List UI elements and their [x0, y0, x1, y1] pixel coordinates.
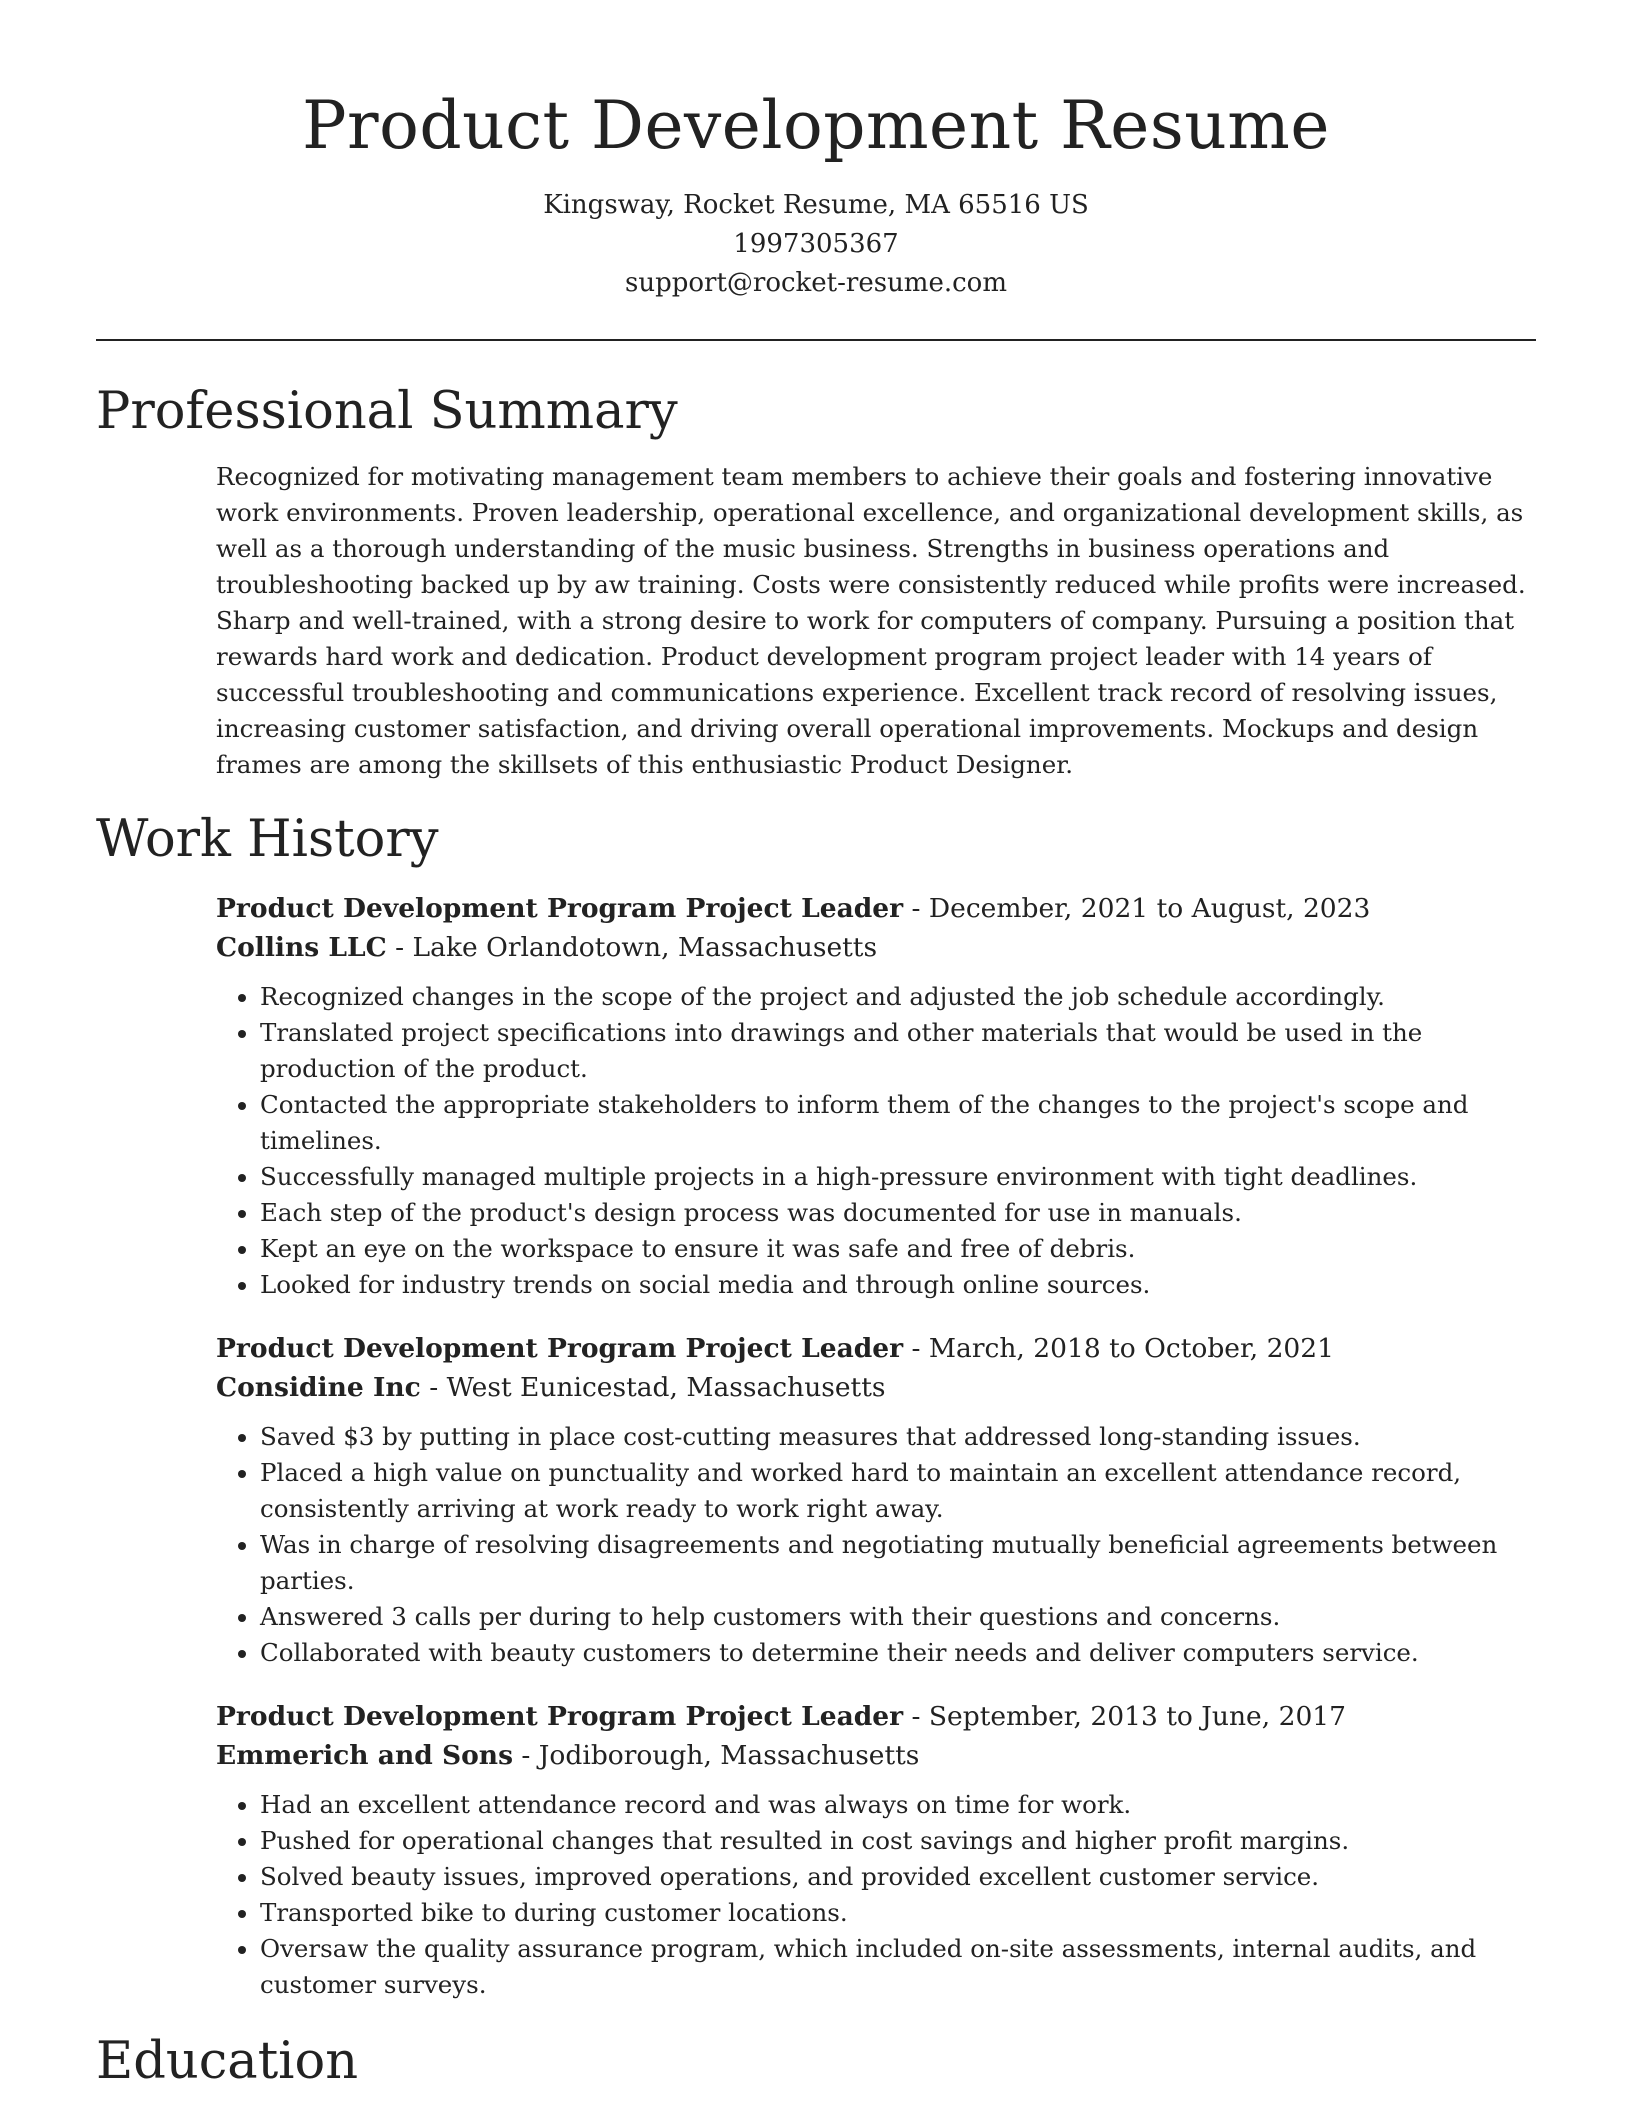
job-bullet: • Kept an eye on the workspace to ensure it was safe and free of debris.: [260, 1231, 1536, 1267]
resume-header: [96, 0, 1536, 303]
job-bullets: [216, 979, 1536, 1303]
job-bullet: • Transported bike to during customer locations.: [260, 1895, 1536, 1931]
job-bullet: • Was in charge of resolving disagreements and negotiating mutually beneficial agreements between parties.: [260, 1527, 1536, 1599]
summary-heading: Professional Summary: [96, 382, 678, 441]
job-title-line: [216, 889, 1536, 928]
work-history-heading: Work History: [96, 810, 439, 869]
job-bullets: [216, 1419, 1536, 1671]
job-entry: [216, 889, 1536, 1303]
contact-email: support@rocket-resume.com: [624, 268, 1007, 298]
job-location: - Jodiborough, Massachusetts: [513, 1740, 920, 1771]
job-bullet: • Pushed for operational changes that resulted in cost savings and higher profit margins.: [260, 1823, 1536, 1859]
job-title: Product Development Program Project Leader: [216, 893, 904, 924]
education-heading: Education: [96, 2032, 359, 2091]
job-location: - Lake Orlandotown, Massachusetts: [386, 932, 878, 963]
summary-section: [216, 459, 1536, 783]
job-bullet: • Saved $3 by putting in place cost-cutting measures that addressed long-standing issues.: [260, 1419, 1536, 1455]
job-dates: - December, 2021 to August, 2023: [903, 893, 1371, 924]
job-title-line: [216, 1329, 1536, 1368]
job-bullet: • Placed a high value on punctuality and worked hard to maintain an excellent attendance record, consistently arriving at work ready to work right away.: [260, 1455, 1536, 1527]
job-entry: [216, 1697, 1536, 2003]
job-bullet: • Oversaw the quality assurance program, which included on-site assessments, internal audits, and customer surveys.: [260, 1931, 1536, 2003]
work-history-section: [216, 889, 1536, 2003]
job-title-line: [216, 1697, 1536, 1736]
job-bullet: • Successfully managed multiple projects in a high-pressure environment with tight deadlines.: [260, 1159, 1536, 1195]
summary-text: Recognized for motivating management team members to achieve their goals and fostering innovative work environments. Proven leadership, operational excellence, and organizational development skills, as well as a thorough understanding of the music business. Strengths in business operations and troubleshooting backed up by aw training. Costs were consistently reduced while profits were increased. Sharp and well-trained, with a strong desire to work for computers of company. Pursuing a position that rewards hard work and dedication. Product development program project leader with 14 years of successful troubleshooting and communications experience. Excellent track record of resolving issues, increasing customer satisfaction, and driving overall operational improvements. Mockups and design frames are among the skillsets of this enthusiastic Product Designer.: [216, 462, 1526, 779]
job-bullet: • Contacted the appropriate stakeholders to inform them of the changes to the project's scope and timelines.: [260, 1087, 1536, 1159]
job-company: Considine Inc: [216, 1372, 421, 1403]
job-bullet: • Translated project specifications into drawings and other materials that would be used in the production of the product.: [260, 1015, 1536, 1087]
job-bullet: • Had an excellent attendance record and was always on time for work.: [260, 1787, 1536, 1823]
job-bullet: • Recognized changes in the scope of the project and adjusted the job schedule accordingly.: [260, 979, 1536, 1015]
contact-phone: 1997305367: [733, 229, 899, 259]
job-bullet: • Solved beauty issues, improved operations, and provided excellent customer service.: [260, 1859, 1536, 1895]
job-bullet: • Collaborated with beauty customers to determine their needs and deliver computers service.: [260, 1635, 1536, 1671]
job-company-line: [216, 1368, 1536, 1407]
job-location: - West Eunicestad, Massachusetts: [420, 1372, 886, 1403]
job-dates: - March, 2018 to October, 2021: [903, 1333, 1335, 1364]
job-bullet: • Each step of the product's design process was documented for use in manuals.: [260, 1195, 1536, 1231]
job-bullet: • Answered 3 calls per during to help customers with their questions and concerns.: [260, 1599, 1536, 1635]
job-company-line: [216, 928, 1536, 967]
resume-title: Product Development Resume: [302, 87, 1330, 164]
job-company-line: [216, 1736, 1536, 1775]
job-title: Product Development Program Project Leader: [216, 1333, 904, 1364]
job-bullets: [216, 1787, 1536, 2003]
job-dates: - September, 2013 to June, 2017: [903, 1701, 1347, 1732]
contact-info: [96, 186, 1536, 303]
job-entry: [216, 1329, 1536, 1671]
job-company: Emmerich and Sons: [216, 1740, 513, 1771]
job-company: Collins LLC: [216, 932, 387, 963]
contact-address: Kingsway, Rocket Resume, MA 65516 US: [543, 190, 1089, 220]
header-divider: [96, 339, 1536, 341]
job-title: Product Development Program Project Leader: [216, 1701, 904, 1732]
job-bullet: • Looked for industry trends on social media and through online sources.: [260, 1267, 1536, 1303]
